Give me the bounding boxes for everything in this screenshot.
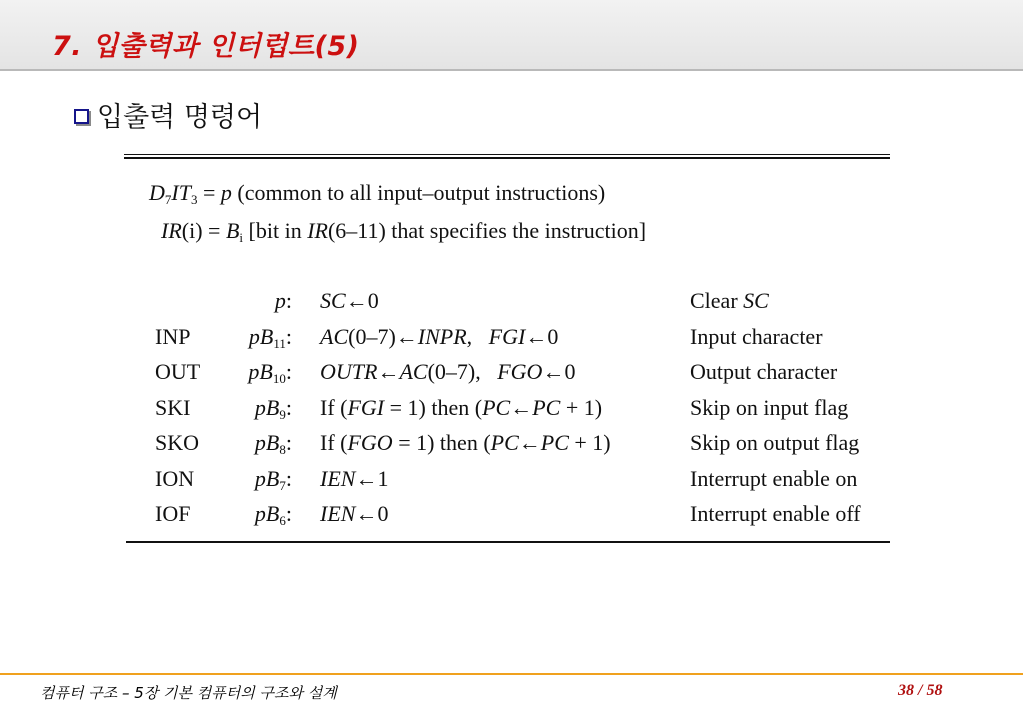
- instruction-description: Skip on output flag: [690, 430, 860, 455]
- instruction-condition: $pB_{11}$:: [248, 324, 292, 351]
- instruction-condition: p:: [274, 288, 292, 313]
- instruction-operation: SC←0: [320, 288, 379, 313]
- top-rule-thin: [124, 154, 890, 155]
- formula-line-2: $IR(i) = B_i$ [bit in IR(6–11) that specifies the instruction]: [161, 218, 647, 245]
- instruction-symbol: IOF: [155, 501, 191, 526]
- instruction-operation: IEN←1: [320, 466, 389, 491]
- instruction-description: Skip on input flag: [690, 395, 849, 420]
- instruction-operation: AC(0–7)←INPR, FGI←0: [320, 324, 559, 349]
- formula-line-1: $D_7IT_3 = p$ (common to all input–output instructions): [149, 180, 606, 207]
- page-number: 38 / 58: [898, 682, 943, 699]
- checkbox-square-icon: [74, 109, 89, 124]
- instruction-symbol: SKI: [155, 395, 191, 420]
- slide-title: 7. 입출력과 인터럽트(5): [52, 31, 360, 62]
- instruction-symbol: SKO: [155, 430, 200, 455]
- bullet-row: [74, 95, 262, 134]
- instruction-symbol: INP: [155, 324, 191, 349]
- instruction-condition: $pB_{10}$:: [248, 359, 292, 386]
- scanned-instruction-table: [122, 145, 892, 545]
- instruction-operation: OUTR←AC(0–7), FGO←0: [320, 359, 576, 384]
- instruction-condition: $pB_7$:: [254, 466, 292, 493]
- instruction-operation: If (FGO = 1) then (PC←PC + 1): [320, 430, 611, 455]
- instruction-description: Input character: [690, 324, 823, 349]
- instruction-description: Interrupt enable on: [690, 466, 858, 491]
- instruction-description: Interrupt enable off: [690, 501, 861, 526]
- instruction-condition: $pB_9$:: [254, 395, 292, 422]
- instruction-operation: If (FGI = 1) then (PC←PC + 1): [320, 395, 603, 420]
- footer-divider: [0, 673, 1023, 675]
- instruction-condition: $pB_8$:: [254, 430, 292, 457]
- bullet-heading: 입출력 명령어: [97, 102, 263, 133]
- bottom-rule: [126, 541, 890, 543]
- instruction-symbol: ION: [155, 466, 195, 491]
- instruction-symbol: OUT: [155, 359, 201, 384]
- instruction-condition: $pB_6$:: [254, 501, 292, 528]
- instruction-description: Clear SC: [690, 288, 769, 313]
- instruction-operation: IEN←0: [320, 501, 389, 526]
- footer-course-label: 컴퓨터 구조 – 5장 기본 컴퓨터의 구조와 설계: [40, 684, 337, 702]
- instruction-description: Output character: [690, 359, 838, 384]
- top-rule-thick: [124, 157, 890, 159]
